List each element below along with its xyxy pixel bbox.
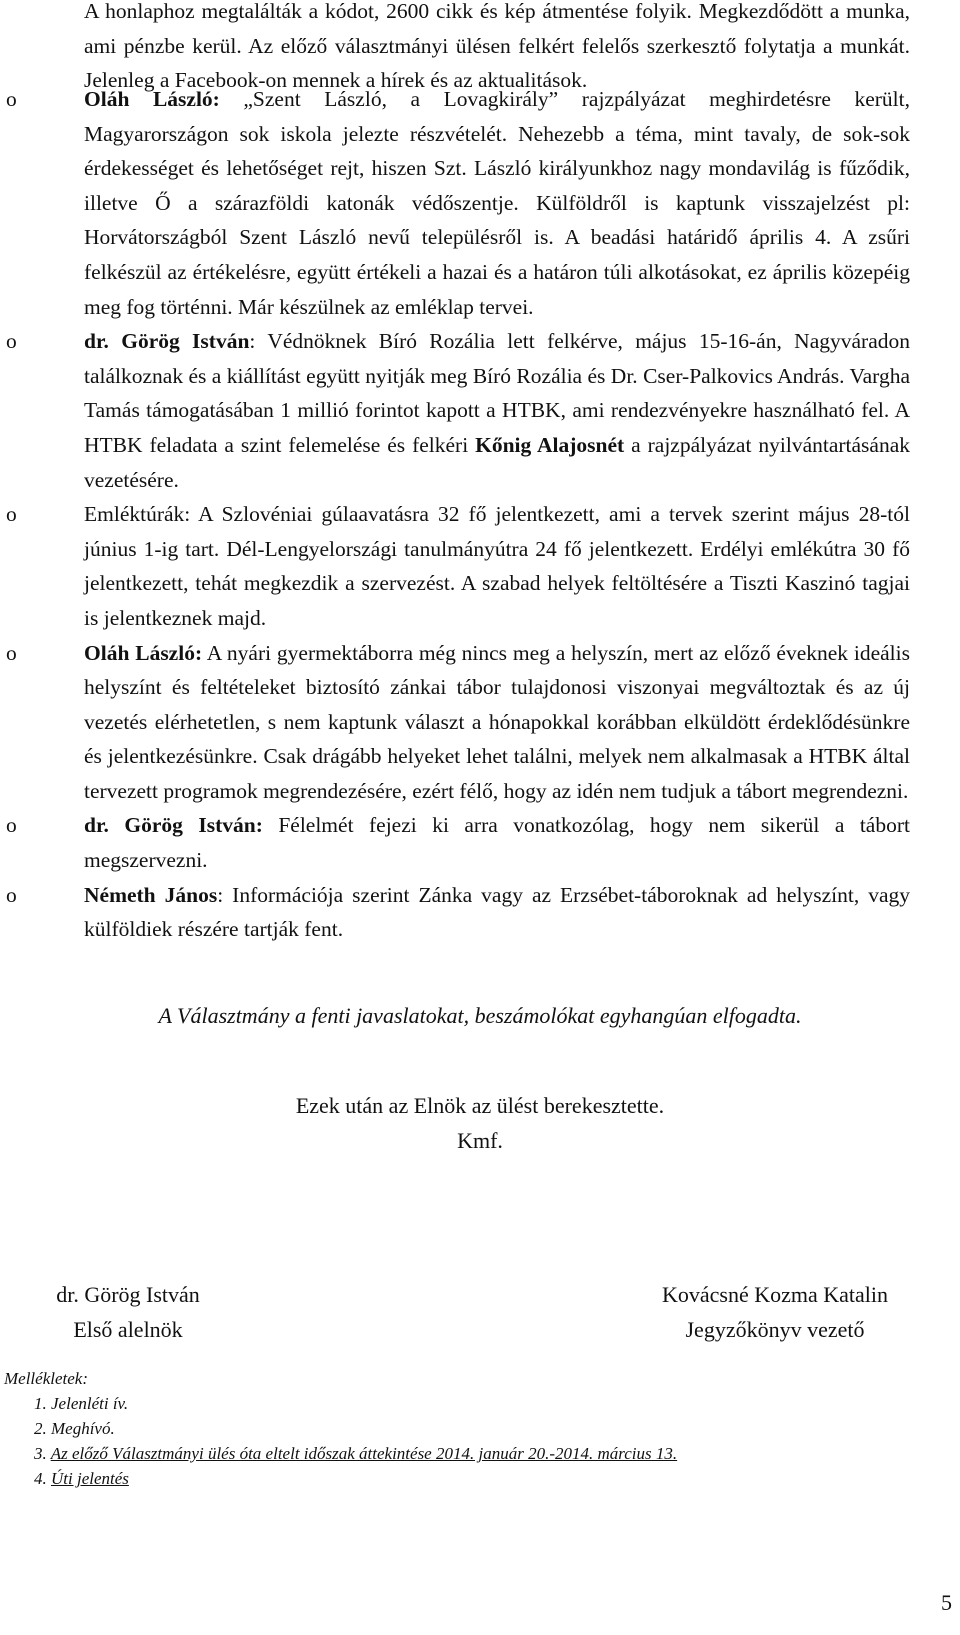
attachments-heading: Mellékletek: <box>4 1369 88 1388</box>
signatory-title: Jegyzőkönyv vezető <box>685 1317 865 1342</box>
item-text: A nyári gyermektáborra még nincs meg a helyszín, mert az előző éveknek ideális helyszínt és feltételeket biztosító zánkai tábor tulajdonosi viszonyai megváltoztak és az új vezetés elérhetetlen, s nem kaptunk választ a hónapokkal korábban elküldött érdeklődésünkre és jelentkezésünkre. Csak drágább helyeket lehet találni, melyek nem alkalmasak a HTBK által tervezett programok megrendezésére, ezért félő, hogy az idén nem tudjuk a tábort megrendezni. <box>84 640 910 803</box>
approval-part-2: , beszámolókat egyhangúan elfogadta. <box>463 1003 802 1028</box>
agenda-list <box>0 82 960 947</box>
list-item <box>0 497 910 635</box>
attachment-item <box>34 1416 677 1441</box>
item-text: Emléktúrák: A Szlovéniai gúlaavatásra 32 fő jelentkezett, ami a tervek szerint május 28-tól június 1-ig tart. Dél-Lengyelországi tanulmányútra 24 fő jelentkezett. Erdélyi emlékútra 30 fő jelentkezett, tehát megkezdik a szervezést. A szabad helyek feltöltésére a Tiszti Kaszinó tagjai is jelentkeznek majd. <box>84 502 910 630</box>
attachment-item <box>34 1391 677 1416</box>
speaker-name: Németh János <box>84 882 218 907</box>
bullet-icon: o <box>6 502 17 527</box>
page-number: 5 <box>941 1590 952 1615</box>
attachments <box>4 1366 677 1491</box>
highlighted-name: Kőnig Alajosnét <box>475 432 625 457</box>
bullet-icon: o <box>6 329 17 354</box>
attachment-item <box>34 1441 677 1466</box>
approval-part-1: A Választmány a fenti javaslatokat <box>158 1003 464 1028</box>
bullet-icon: o <box>6 882 17 907</box>
item-text: „Szent László, a Lovagkirály” rajzpályázat meghirdetésre került, Magyarországon sok iskola jelezte részvételét. Nehezebb a téma, mint tavaly, de sok-sok érdekességet és lehetőséget rejt, hiszen Szt. László királyunkhoz nagy mondavilág is fűződik, illetve Ő a szárazföldi katonák védőszentje. Külföldről is kaptunk visszajelzést pl: Horvátországból Szent László nevű településről is. A beadási határidő április 4. A zsűri felkészül az értékelésre, együtt értékeli a hazai és a határon túli alkotásokat, ez április közepéig meg fog történni. Már készülnek az emléklap tervei. <box>84 87 910 319</box>
speaker-name: Oláh László: <box>84 87 220 111</box>
attachment-item <box>34 1466 677 1491</box>
intro-paragraph: A honlaphoz megtalálták a kódot, 2600 cikk és kép átmentése folyik. Megkezdődött a munka, ami pénzbe kerül. Az előző választmányi ülésen felkért felelős szerkesztő folytatja a munkát. Jelenleg a Facebook-on mennek a hírek és az aktualitások. <box>84 0 910 93</box>
item-text: Félelmét fejezi ki arra vonatkozólag, hogy nem sikerül a tábort megszervezni. <box>84 813 910 873</box>
list-item <box>0 82 910 324</box>
item-text: : Információja szerint Zánka vagy az Erzsébet-táboroknak ad helyszínt, vagy külföldiek részére tartják fent. <box>84 882 910 942</box>
list-item <box>0 324 910 497</box>
attachment-number: 1. <box>34 1394 47 1413</box>
signatory-title: Első alelnök <box>73 1317 183 1342</box>
bullet-icon: o <box>6 640 17 665</box>
attachment-number: 3. <box>34 1444 47 1463</box>
list-item <box>0 636 910 809</box>
attachment-text: Az előző Választmányi ülés óta eltelt időszak áttekintése 2014. január 20.-2014. március 13. <box>50 1444 678 1463</box>
attachment-number: 2. <box>34 1419 47 1438</box>
signatory-name: dr. Görög István <box>56 1282 200 1307</box>
speaker-name: Oláh László: <box>84 640 203 665</box>
attachment-text: Jelenléti ív. <box>51 1394 129 1413</box>
signature-right <box>630 1277 920 1347</box>
closing-block <box>0 1088 960 1158</box>
attachment-number: 4. <box>34 1469 47 1488</box>
signature-left <box>38 1277 218 1347</box>
attachment-text: Úti jelentés <box>51 1469 129 1488</box>
closing-line: Ezek után az Elnök az ülést berekesztette. <box>295 1093 665 1118</box>
bullet-icon: o <box>6 813 17 838</box>
speaker-name: dr. Görög István <box>84 329 250 354</box>
closing-kmf: Kmf. <box>457 1128 503 1153</box>
attachments-list <box>4 1391 677 1491</box>
bullet-icon: o <box>6 87 17 111</box>
item-text: a rajzpályázat nyilvántartásának vezetésére. <box>84 432 911 492</box>
signatory-name: Kovácsné Kozma Katalin <box>661 1282 889 1307</box>
list-item <box>0 878 910 947</box>
item-text: : Védnöknek Bíró Rozália lett felkérve, május 15-16-án, Nagyváradon találkoznak és a kiállítást együtt nyitják meg Bíró Rozália és Dr. Cser-Palkovics András. Vargha Tamás támogatásában 1 millió forintot kapott a HTBK, ami rendezvényekre használható fel. A HTBK feladata a szint felemelése és felkéri <box>84 329 910 457</box>
list-item <box>0 808 910 877</box>
approval-statement <box>0 1003 960 1029</box>
speaker-name: dr. Görög István: <box>84 813 263 838</box>
attachment-text: Meghívó. <box>51 1419 115 1438</box>
